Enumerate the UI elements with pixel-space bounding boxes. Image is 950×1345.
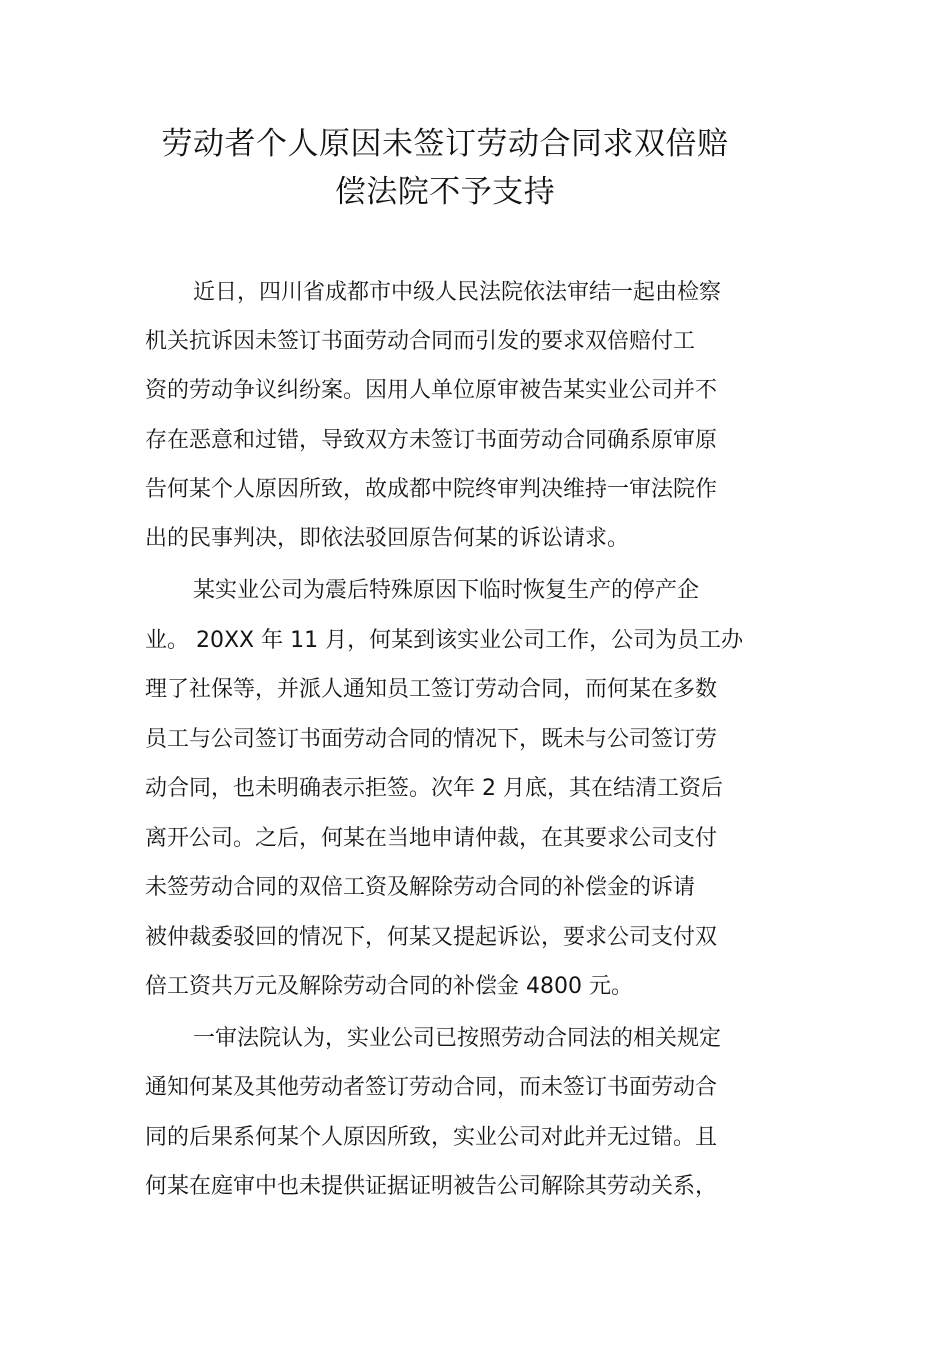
paragraph-line: 近日，四川省成都市中级人民法院依法审结一起由检察 bbox=[193, 280, 722, 305]
paragraph-line: 一审法院认为，实业公司已按照劳动合同法的相关规定 bbox=[193, 1026, 722, 1051]
paragraph-line: 存在恶意和过错，导致双方未签订书面劳动合同确系原审原 bbox=[145, 428, 718, 453]
document-title-line-2: 偿法院不予支持 bbox=[334, 174, 556, 210]
paragraph-line: 离开公司。之后，何某在当地申请仲裁，在其要求公司支付 bbox=[145, 826, 718, 851]
paragraph-line: 被仲裁委驳回的情况下，何某又提起诉讼，要求公司支付双 bbox=[145, 925, 718, 950]
paragraph-line: 出的民事判决，即依法驳回原告何某的诉讼请求。 bbox=[145, 526, 630, 551]
paragraph-line: 动合同，也未明确表示拒签。次年 2 月底，其在结清工资后 bbox=[145, 776, 723, 801]
document-title-line-1: 劳动者个人原因未签订劳动合同求双倍赔 bbox=[161, 126, 729, 162]
paragraph-line: 资的劳动争议纠纷案。因用人单位原审被告某实业公司并不 bbox=[145, 378, 718, 403]
paragraph-line: 通知何某及其他劳动者签订劳动合同，而未签订书面劳动合 bbox=[145, 1075, 718, 1100]
paragraph-line: 未签劳动合同的双倍工资及解除劳动合同的补偿金的诉请 bbox=[145, 875, 696, 900]
paragraph-line: 业。 20XX 年 11 月，何某到该实业公司工作，公司为员工办 bbox=[145, 628, 744, 653]
paragraph-line: 告何某个人原因所致，故成都中院终审判决维持一审法院作 bbox=[145, 477, 718, 502]
paragraph-line: 倍工资共万元及解除劳动合同的补偿金 4800 元。 bbox=[145, 974, 633, 999]
paragraph-line: 某实业公司为震后特殊原因下临时恢复生产的停产企 bbox=[193, 578, 700, 603]
paragraph-line: 机关抗诉因未签订书面劳动合同而引发的要求双倍赔付工 bbox=[145, 329, 696, 354]
paragraph-line: 何某在庭审中也未提供证据证明被告公司解除其劳动关系， bbox=[145, 1174, 718, 1199]
paragraph-line: 理了社保等，并派人通知员工签订劳动合同，而何某在多数 bbox=[145, 677, 718, 702]
paragraph-line: 员工与公司签订书面劳动合同的情况下，既未与公司签订劳 bbox=[145, 727, 718, 752]
paragraph-line: 同的后果系何某个人原因所致，实业公司对此并无过错。且 bbox=[145, 1125, 718, 1150]
